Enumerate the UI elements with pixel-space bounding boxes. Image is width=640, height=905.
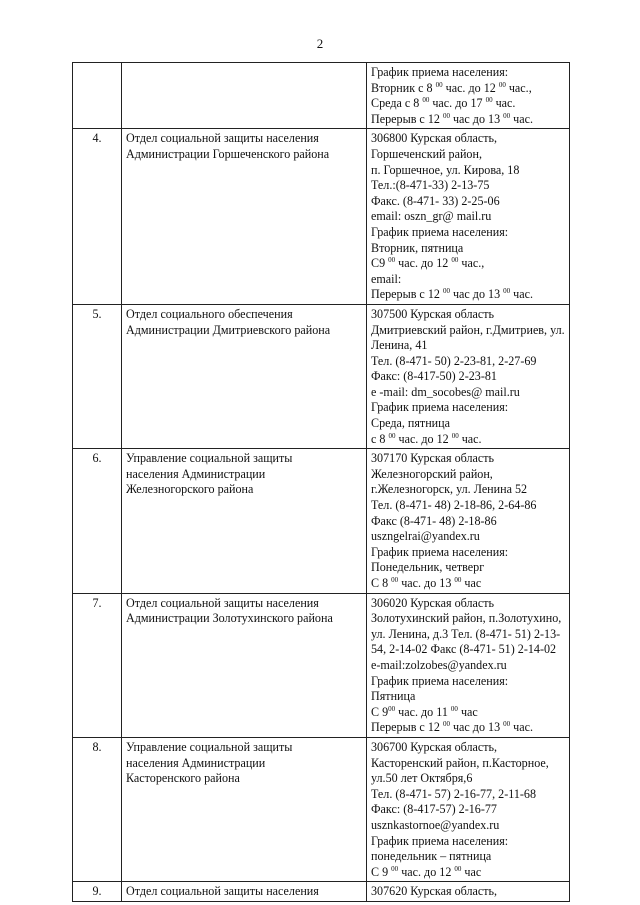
departments-table-body [73, 63, 570, 902]
contact-info-line: С 9 $^{00}$ час. до 12 $^{00}$ час [371, 864, 482, 879]
department-name-line: Администрации Золотухинского района [126, 611, 333, 626]
superscript-minutes: 00 [388, 256, 396, 265]
department-name [122, 129, 367, 305]
superscript-minutes: 00 [503, 287, 511, 296]
department-name-line: Управление социальной защиты [126, 739, 293, 754]
row-number: 4. [73, 129, 122, 305]
contact-info-line: п. Горшечное, ул. Кирова, 18 [371, 162, 520, 177]
contact-info [367, 882, 570, 902]
contact-info [367, 63, 570, 129]
superscript-minutes: 00 [442, 287, 450, 296]
contact-info-line: с 8 $^{00}$ час. до 12 $^{00}$ час. [371, 431, 482, 446]
contact-info-line: Золотухинский район, п.Золотухино, [371, 611, 562, 626]
contact-info-line: Вторник с 8 $^{00}$ час. до 12 $^{00}$ час., [371, 80, 532, 95]
superscript-minutes: 00 [388, 431, 396, 440]
contact-info-line: Тел.:(8-471-33) 2-13-75 [371, 178, 490, 193]
contact-info-line: 307620 Курская область, [371, 884, 498, 899]
row-number: 9. [73, 882, 122, 902]
superscript-minutes: 00 [450, 704, 458, 713]
superscript-minutes: 00 [454, 576, 462, 584]
contact-info [367, 737, 570, 881]
contact-info-line: График приема населения: [371, 673, 509, 688]
contact-info-line: Вторник, пятница [371, 240, 464, 255]
department-name [122, 63, 367, 129]
contact-info-line: Тел. (8-471- 48) 2-18-86, 2-64-86 [371, 498, 537, 513]
contact-info-line: Перерыв с 12 $^{00}$ час до 13 $^{00}$ час. [371, 111, 534, 126]
contact-info-line: График приема населения: [371, 65, 509, 79]
contact-info-line: График приема населения: [371, 224, 509, 239]
contact-info-line: Горшеченский район, [371, 146, 482, 161]
departments-table [72, 62, 570, 902]
department-name [122, 304, 367, 448]
superscript-minutes: 00 [442, 720, 450, 729]
page-number: 2 [316, 36, 324, 51]
department-name [122, 593, 367, 737]
contact-info-line: Дмитриевский район, г.Дмитриев, ул. [371, 322, 565, 337]
contact-info-line: 306700 Курская область, [371, 739, 498, 754]
department-name-line: населения Администрации [126, 755, 266, 770]
table-row [73, 63, 570, 129]
contact-info [367, 304, 570, 448]
department-name-line: Железногорского района [126, 482, 254, 497]
department-name-line: населения Администрации [126, 466, 266, 481]
contact-info-line: Факс (8-471- 48) 2-18-86 [371, 513, 497, 528]
contact-info-line: 307170 Курская область [371, 451, 495, 466]
contact-info-line: 307500 Курская область [371, 306, 495, 321]
superscript-minutes: 00 [503, 720, 511, 729]
contact-info-line: Перерыв с 12 $^{00}$ час до 13 $^{00}$ час. [371, 287, 534, 302]
contact-info-line: Факс: (8-417-50) 2-23-81 [371, 369, 497, 384]
department-name [122, 449, 367, 593]
contact-info-line: График приема населения: [371, 400, 509, 415]
contact-info-line: uszngelrai@yandex.ru [371, 529, 480, 544]
superscript-minutes: 00 [485, 96, 493, 105]
contact-info-line: ул.50 лет Октября,6 [371, 771, 473, 786]
contact-info-line: График приема населения: [371, 544, 509, 559]
department-name-line: Администрации Дмитриевского района [126, 322, 331, 337]
department-name-line: Администрации Горшеченского района [126, 146, 330, 161]
department-name-line: Отдел социальной защиты населения [126, 595, 319, 610]
contact-info [367, 129, 570, 305]
contact-info-line: usznkastornoe@yandex.ru [371, 817, 500, 832]
contact-info-line: Тел. (8-471- 57) 2-16-77, 2-11-68 [371, 786, 536, 801]
contact-info-line: Пятница [371, 689, 416, 704]
contact-info-line: С 8 $^{00}$ час. до 13 $^{00}$ час [371, 576, 482, 590]
contact-info-line: 306020 Курская область [371, 595, 495, 610]
contact-info-line: Ленина, 41 [371, 338, 428, 353]
table-row [73, 882, 570, 902]
contact-info-line: Понедельник, четверг [371, 560, 485, 575]
contact-info-line: ул. Ленина, д.3 Тел. (8-471- 51) 2-13- [371, 626, 561, 641]
table-row [73, 737, 570, 881]
superscript-minutes: 00 [422, 96, 430, 105]
superscript-minutes: 00 [451, 256, 459, 265]
department-name-line: Отдел социальной защиты населения [126, 884, 319, 899]
contact-info-line: Среда с 8 $^{00}$ час. до 17 $^{00}$ час. [371, 96, 516, 111]
contact-info-line: email: [371, 271, 402, 286]
contact-info-line: e -mail: dm_socobes@ mail.ru [371, 384, 520, 399]
contact-info-line: Тел. (8-471- 50) 2-23-81, 2-27-69 [371, 353, 537, 368]
contact-info-line: С9 $^{00}$ час. до 12 $^{00}$ час., [371, 256, 485, 271]
superscript-minutes: 00 [498, 80, 506, 89]
superscript-minutes: 00 [391, 576, 399, 584]
table-row [73, 129, 570, 305]
superscript-minutes: 00 [451, 431, 459, 440]
contact-info-line: Факс. (8-471- 33) 2-25-06 [371, 193, 500, 208]
row-number: 7. [73, 593, 122, 737]
contact-info-line: e-mail:zolzobes@yandex.ru [371, 657, 507, 672]
contact-info-line: понедельник – пятница [371, 849, 492, 864]
superscript-minutes: 00 [391, 864, 399, 873]
department-name [122, 737, 367, 881]
department-name-line: Управление социальной защиты [126, 451, 293, 466]
contact-info-line: Факс: (8-417-57) 2-16-77 [371, 802, 497, 817]
department-name-line: Отдел социальной защиты населения [126, 131, 319, 146]
contact-info [367, 593, 570, 737]
table-row [73, 449, 570, 593]
contact-info-line: Среда, пятница [371, 416, 450, 431]
contact-info-line: Касторенский район, п.Касторное, [371, 755, 549, 770]
row-number: 6. [73, 449, 122, 593]
row-number: 8. [73, 737, 122, 881]
table-row [73, 304, 570, 448]
department-name-line: Касторенского района [126, 771, 240, 786]
row-number: 5. [73, 304, 122, 448]
contact-info-line: г.Железногорск, ул. Ленина 52 [371, 482, 528, 497]
department-name-line: Отдел социального обеспечения [126, 306, 293, 321]
contact-info-line: С $9^{00}$ час. до 11 $^{00}$ час [371, 704, 478, 719]
superscript-minutes: 00 [454, 864, 462, 873]
contact-info [367, 449, 570, 593]
contact-info-line: Перерыв с 12 $^{00}$ час до 13 $^{00}$ час. [371, 720, 534, 735]
department-name [122, 882, 367, 902]
superscript-minutes: 00 [442, 111, 450, 120]
superscript-minutes: 00 [503, 111, 511, 120]
contact-info-line: 54, 2-14-02 Факс (8-471- 51) 2-14-02 [371, 642, 557, 657]
contact-info-line: email: oszn_gr@ mail.ru [371, 209, 492, 224]
superscript-minutes: 00 [388, 704, 396, 713]
row-number [73, 63, 122, 129]
contact-info-line: График приема населения: [371, 833, 509, 848]
contact-info-line: Железногорский район, [371, 466, 493, 481]
superscript-minutes: 00 [435, 80, 443, 89]
table-row [73, 593, 570, 737]
contact-info-line: 306800 Курская область, [371, 131, 498, 146]
